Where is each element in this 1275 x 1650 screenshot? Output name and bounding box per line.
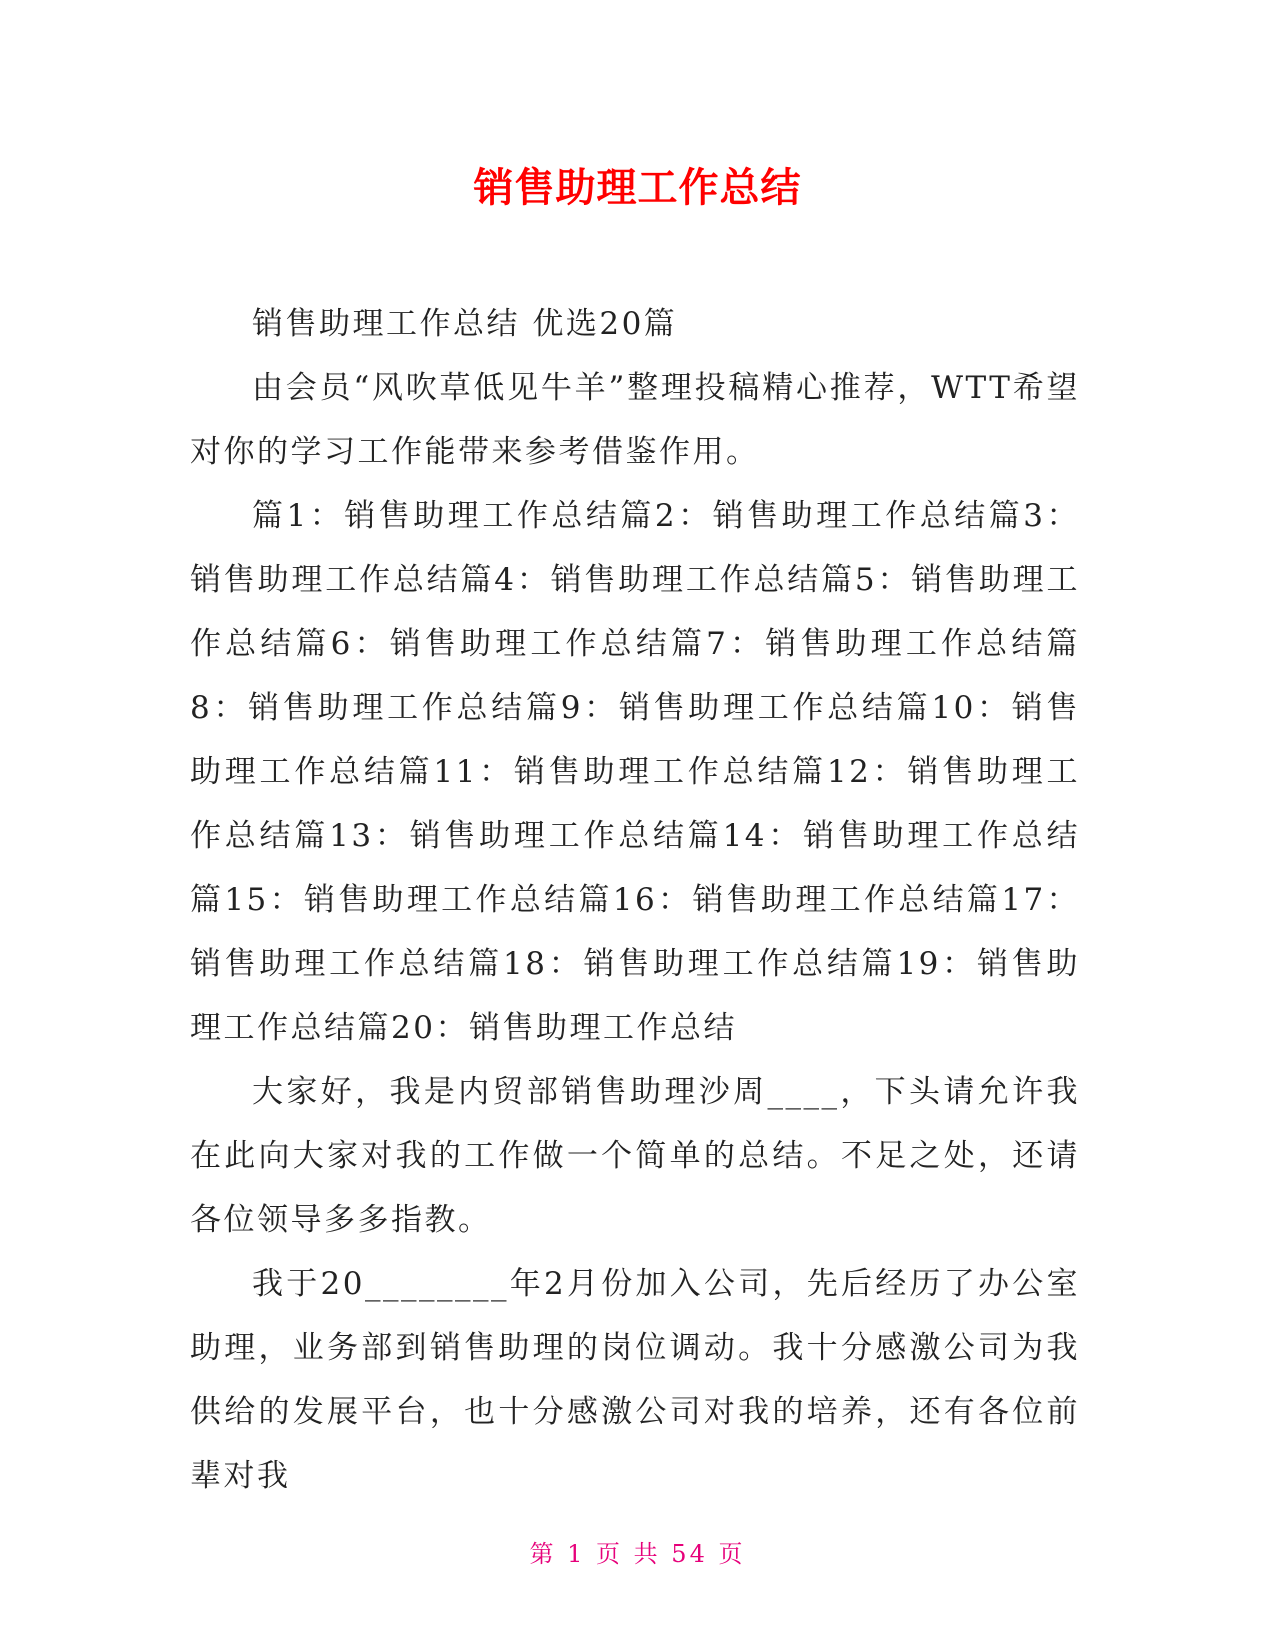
paragraph-source-note: 由会员“风吹草低见牛羊”整理投稿精心推荐，WTT希望对你的学习工作能带来参考借鉴作用。 [190,370,1080,470]
paragraph-subtitle: 销售助理工作总结 优选20篇 [252,306,678,342]
document-body [190,292,1080,1508]
paragraph-greeting: 大家好，我是内贸部销售助理沙周____，下头请允许我在此向大家对我的工作做一个简单的总结。不足之处，还请各位领导多多指教。 [190,1074,1080,1238]
paragraph-career-history: 我于20________年2月份加入公司，先后经历了办公室助理，业务部到销售助理的岗位调动。我十分感激公司为我供给的发展平台，也十分感激公司对我的培养，还有各位前辈对我 [190,1266,1080,1494]
page-number-footer: 第 1 页 共 54 页 [529,1540,746,1568]
paragraph-table-of-contents: 篇1：销售助理工作总结篇2：销售助理工作总结篇3：销售助理工作总结篇4：销售助理工作总结篇5：销售助理工作总结篇6：销售助理工作总结篇7：销售助理工作总结篇8：销售助理工作总结篇9：销售助理工作总结篇10：销售助理工作总结篇11：销售助理工作总结篇12：销售助理工作总结篇13：销售助理工作总结篇14：销售助理工作总结篇15：销售助理工作总结篇16：销售助理工作总结篇17：销售助理工作总结篇18：销售助理工作总结篇19：销售助理工作总结篇20：销售助理工作总结 [190,498,1080,1046]
document-title: 销售助理工作总结 [473,165,802,211]
